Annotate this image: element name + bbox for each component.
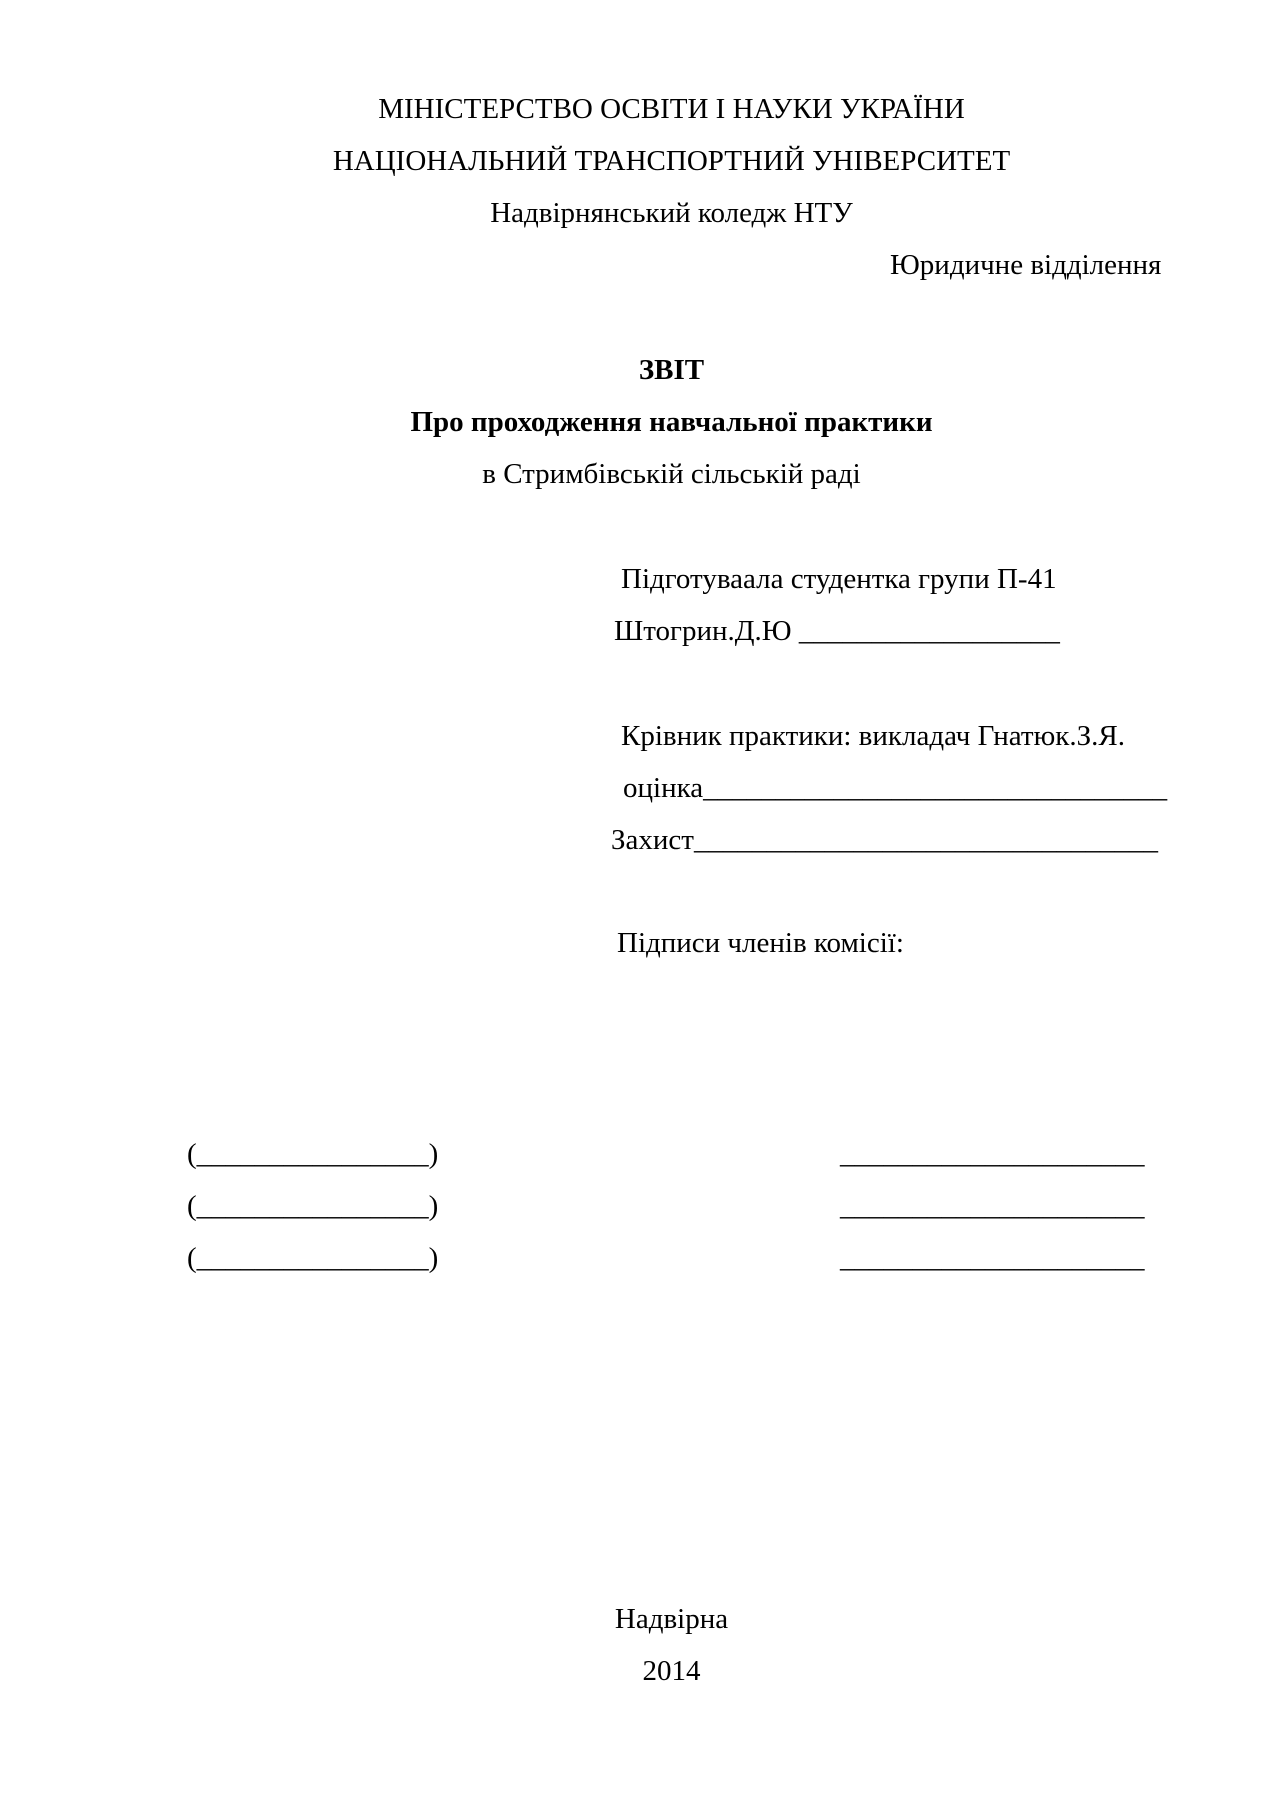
- signature-right-1: _____________________: [840, 1138, 1145, 1170]
- signature-left-3: (________________): [187, 1242, 439, 1274]
- defense-line: Захист________________________________: [611, 824, 1158, 856]
- supervisor-line: Крівник практики: викладач Гнатюк.З.Я.: [621, 720, 1125, 752]
- signature-left-1: (________________): [187, 1138, 439, 1170]
- commission-signatures-label: Підписи членів комісії:: [617, 927, 904, 959]
- signature-left-2: (________________): [187, 1190, 439, 1222]
- footer-city: Надвірна: [614, 1603, 729, 1635]
- student-line: Штогрин.Д.Ю __________________: [614, 615, 1060, 647]
- signature-right-2: _____________________: [840, 1190, 1145, 1222]
- college-heading: Надвірнянський коледж НТУ: [490, 197, 853, 229]
- signature-right-3: _____________________: [840, 1242, 1145, 1274]
- report-subject: Про проходження навчальної практики: [410, 406, 933, 438]
- university-heading: НАЦІОНАЛЬНИЙ ТРАНСПОРТНИЙ УНІВЕРСИТЕТ: [332, 145, 1011, 177]
- footer-year: 2014: [642, 1655, 701, 1687]
- department-heading: Юридичне відділення: [890, 249, 1162, 281]
- report-place: в Стримбівській сільській раді: [482, 458, 861, 490]
- grade-line: оцінка________________________________: [623, 772, 1168, 804]
- prepared-by-line: Підготуваала студентка групи П-41: [621, 563, 1057, 595]
- ministry-heading: МІНІСТЕРСТВО ОСВІТИ І НАУКИ УКРАЇНИ: [378, 93, 965, 125]
- report-title: ЗВІТ: [638, 354, 705, 386]
